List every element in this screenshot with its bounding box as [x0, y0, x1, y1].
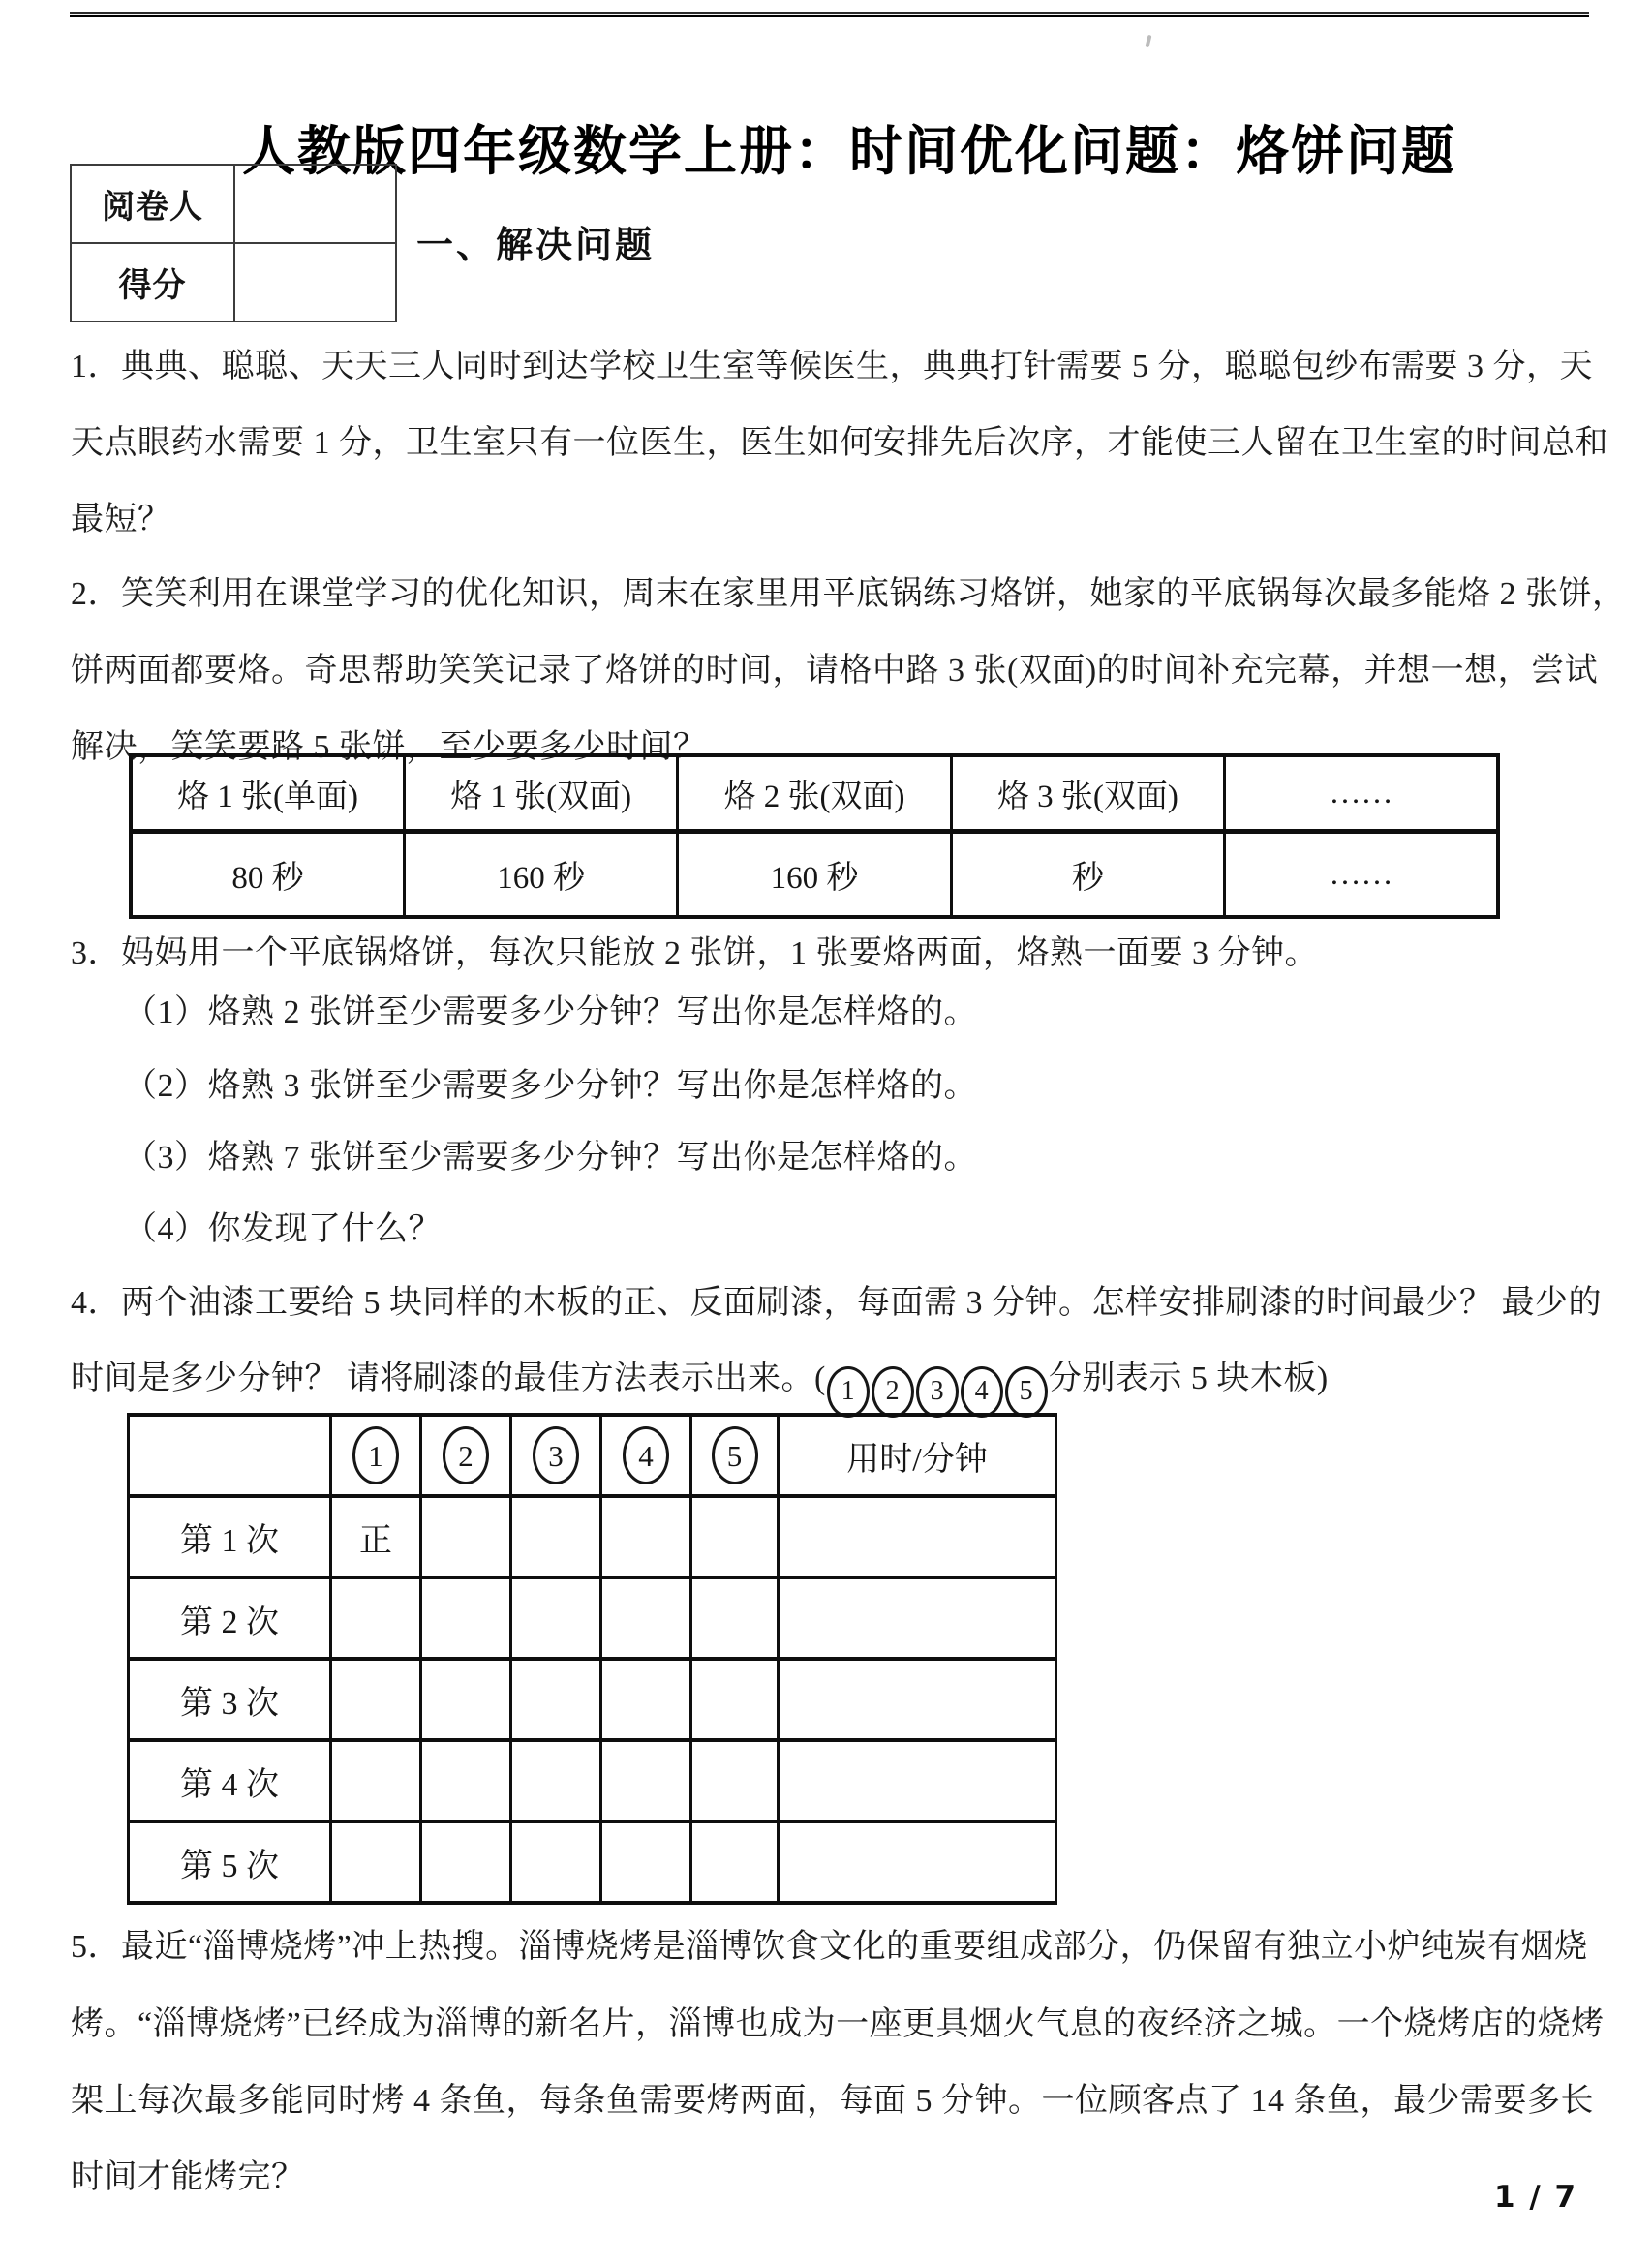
pancake-value-cell: …… — [1225, 832, 1498, 918]
question-3-sub-4: （4）你发现了什么？ — [124, 1211, 442, 1247]
question-1-line-2: 天点眼药水需要 1 分，卫生室只有一位医生，医生如何安排先后次序，才能使三人留在卫生室的时间总和 — [71, 425, 1608, 461]
grader-score-box — [70, 164, 397, 322]
board-cell — [331, 1821, 421, 1903]
painting-table-row — [129, 1496, 1056, 1577]
pancake-header-cell: 烙 3 张(双面) — [951, 755, 1224, 832]
grader-value-cell — [234, 165, 396, 243]
question-3-sub-3: （3）烙熟 7 张饼至少需要多少分钟？写出你是怎样烙的。 — [124, 1140, 977, 1176]
circled-number-2-icon: 2 — [872, 1366, 914, 1418]
pancake-table-value-row — [131, 832, 1498, 918]
question-1-line-3: 最短？ — [71, 502, 171, 537]
pancake-header-cell: 烙 2 张(双面) — [678, 755, 951, 832]
painting-table-row — [129, 1577, 1056, 1659]
circled-number-3-icon: 3 — [533, 1426, 579, 1484]
row-label-cell: 第 4 次 — [129, 1740, 331, 1821]
board-cell: 正 — [331, 1496, 421, 1577]
board-cell — [691, 1577, 779, 1659]
board-header-cell — [511, 1415, 601, 1496]
question-2-line-3: 解决，笑笑要路 5 张饼，至少要多少时间？ — [71, 729, 707, 765]
question-4-line-1: 4．两个油漆工要给 5 块同样的木板的正、反面刷漆，每面需 3 分钟。怎样安排刷漆的时间最少？ 最少的 — [71, 1285, 1602, 1321]
pancake-value-cell: 160 秒 — [678, 832, 951, 918]
grader-row — [71, 165, 396, 243]
question-3-sub-1: （1）烙熟 2 张饼至少需要多少分钟？写出你是怎样烙的。 — [124, 994, 977, 1030]
question-3-sub-2: （2）烙熟 3 张饼至少需要多少分钟？写出你是怎样烙的。 — [124, 1068, 977, 1104]
question-4-line-2-suffix: 分别表示 5 块木板) — [1048, 1361, 1329, 1396]
board-cell — [691, 1659, 779, 1740]
question-5-line-1: 5．最近“淄博烧烤”冲上热搜。淄博烧烤是淄博饮食文化的重要组成部分，仍保留有独立小炉纯炭有烟烧 — [71, 1929, 1588, 1965]
circled-number-5-icon: 5 — [1005, 1366, 1048, 1418]
question-4-line-2-prefix: 时间是多少分钟？ 请将刷漆的最佳方法表示出来。( — [71, 1361, 826, 1396]
board-cell — [601, 1659, 691, 1740]
painting-table-row — [129, 1659, 1056, 1740]
board-header-cell — [331, 1415, 421, 1496]
board-cell — [421, 1577, 511, 1659]
board-cell — [511, 1821, 601, 1903]
painting-table-row — [129, 1821, 1056, 1903]
board-cell — [331, 1659, 421, 1740]
board-cell — [421, 1496, 511, 1577]
board-cell — [601, 1821, 691, 1903]
circled-number-4-icon: 4 — [623, 1426, 669, 1484]
pancake-value-cell: 160 秒 — [404, 832, 677, 918]
circled-number-2-icon: 2 — [443, 1426, 489, 1484]
circled-number-4-icon: 4 — [961, 1366, 1003, 1418]
painting-table-header-row — [129, 1415, 1056, 1496]
score-label: 得分 — [71, 243, 234, 321]
grader-label: 阅卷人 — [71, 165, 234, 243]
pancake-value-cell: 秒 — [951, 832, 1224, 918]
circled-number-5-icon: 5 — [712, 1426, 758, 1484]
time-cell — [779, 1740, 1056, 1821]
board-header-cell — [421, 1415, 511, 1496]
page-number: 1 / 7 — [1493, 2180, 1578, 2215]
board-cell — [421, 1659, 511, 1740]
time-cell — [779, 1496, 1056, 1577]
time-cell — [779, 1659, 1056, 1740]
row-label-cell: 第 3 次 — [129, 1659, 331, 1740]
board-header-cell — [691, 1415, 779, 1496]
board-cell — [691, 1496, 779, 1577]
circled-number-1-icon: 1 — [352, 1426, 399, 1484]
time-header-cell: 用时/分钟 — [779, 1415, 1056, 1496]
row-label-cell: 第 5 次 — [129, 1821, 331, 1903]
question-1-line-1: 1．典典、聪聪、天天三人同时到达学校卫生室等候医生，典典打针需要 5 分，聪聪包纱布需要 3 分，天 — [71, 349, 1593, 384]
question-4-line-2 — [71, 1358, 1329, 1418]
question-5-line-3: 架上每次最多能同时烤 4 条鱼，每条鱼需要烤两面，每面 5 分钟。一位顾客点了 14 条鱼，最少需要多长 — [71, 2083, 1594, 2119]
score-row — [71, 243, 396, 321]
circled-number-3-icon: 3 — [916, 1366, 959, 1418]
corner-cell — [129, 1415, 331, 1496]
question-2-line-1: 2．笑笑利用在课堂学习的优化知识，周末在家里用平底锅练习烙饼，她家的平底锅每次最多能烙 2 张饼， — [71, 576, 1626, 612]
pancake-value-cell: 80 秒 — [131, 832, 404, 918]
row-label-cell: 第 2 次 — [129, 1577, 331, 1659]
row-label-cell: 第 1 次 — [129, 1496, 331, 1577]
board-cell — [331, 1577, 421, 1659]
pancake-header-cell: …… — [1225, 755, 1498, 832]
board-cell — [511, 1577, 601, 1659]
time-cell — [779, 1821, 1056, 1903]
board-cell — [511, 1659, 601, 1740]
circled-number-1-icon: 1 — [827, 1366, 870, 1418]
board-cell — [691, 1821, 779, 1903]
painting-plan-table — [127, 1413, 1057, 1905]
section-heading: 一、解决问题 — [416, 224, 656, 266]
board-cell — [421, 1740, 511, 1821]
score-value-cell — [234, 243, 396, 321]
board-cell — [511, 1496, 601, 1577]
board-cell — [421, 1821, 511, 1903]
board-cell — [511, 1740, 601, 1821]
question-2-line-2: 饼两面都要烙。奇思帮助笑笑记录了烙饼的时间，请格中路 3 张(双面)的时间补充完幕，并想一想，尝试 — [71, 653, 1599, 688]
board-cell — [601, 1740, 691, 1821]
question-5-line-4: 时间才能烤完？ — [71, 2159, 305, 2195]
top-border-rule — [70, 12, 1589, 17]
page-title: 人教版四年级数学上册：时间优化问题：烙饼问题 — [241, 119, 1456, 182]
pancake-header-cell: 烙 1 张(单面) — [131, 755, 404, 832]
board-cell — [601, 1577, 691, 1659]
board-cell — [601, 1496, 691, 1577]
question-3-line: 3．妈妈用一个平底锅烙饼，每次只能放 2 张饼，1 张要烙两面，烙熟一面要 3 分钟。 — [71, 935, 1318, 971]
scan-artifact — [1145, 35, 1151, 48]
time-cell — [779, 1577, 1056, 1659]
painting-table-row — [129, 1740, 1056, 1821]
pancake-header-cell: 烙 1 张(双面) — [404, 755, 677, 832]
pancake-table-header-row — [131, 755, 1498, 832]
question-5-line-2: 烤。“淄博烧烤”已经成为淄博的新名片，淄博也成为一座更具烟火气息的夜经济之城。一个烧烤店的烧烤 — [71, 2006, 1605, 2042]
pancake-time-table — [129, 753, 1500, 919]
board-header-cell — [601, 1415, 691, 1496]
board-cell — [691, 1740, 779, 1821]
board-cell — [331, 1740, 421, 1821]
